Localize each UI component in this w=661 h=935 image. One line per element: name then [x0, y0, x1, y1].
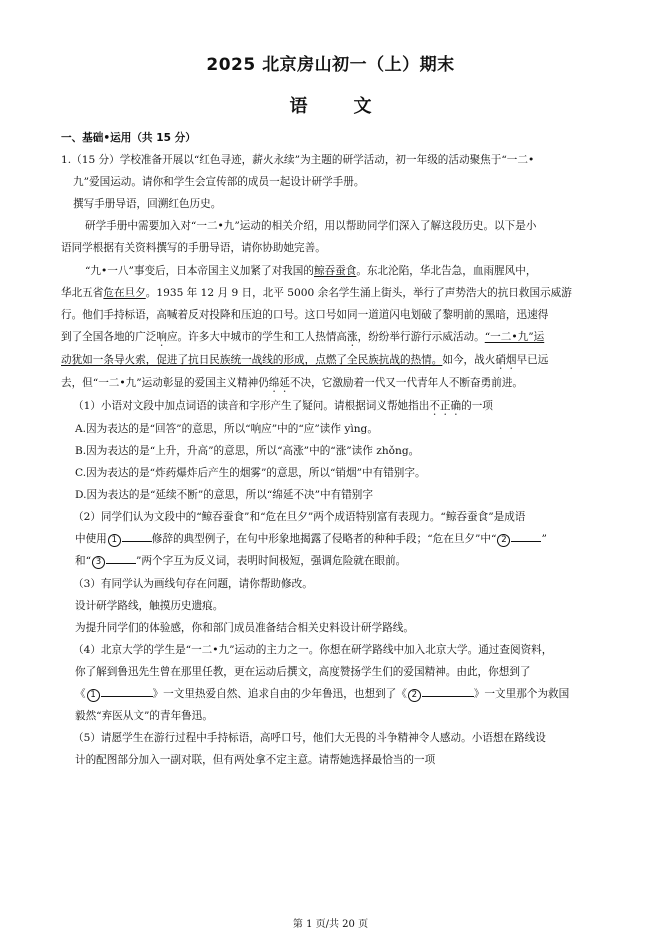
exam-subject: 语文 — [289, 96, 418, 117]
prompt-text: ”两个字互为反义词，表明时间极短，强调危险就在眼前。 — [136, 555, 407, 568]
passage-text: 不决，它激励着一代又一代青年人不断奋勇前进。 — [289, 376, 524, 389]
option-b: B.因为表达的是“上升，升高”的意思，所以“高涨”中的“涨”读作 zhǒng。 — [75, 444, 420, 457]
answer-blank-1[interactable] — [122, 528, 152, 542]
subquestion-4-line-4: 毅然“弃医从文”的青年鲁迅。 — [75, 710, 213, 723]
exam-title: 2025 北京房山初一（上）期末 — [206, 55, 455, 75]
answer-blank-4-2[interactable] — [422, 683, 474, 697]
passage-line-2 — [61, 282, 601, 304]
passage-text: 华北五省 — [61, 286, 104, 299]
underlined-idiom-2: 危在旦夕 — [103, 286, 146, 299]
prompt-text: 》一文里那个为救国 — [473, 687, 570, 700]
exam-content — [61, 127, 601, 771]
prompt-text: 的一项 — [461, 399, 493, 412]
task-1-heading: 撰写手册导语，回溯红色历史。 — [73, 198, 222, 211]
circled-number-2: 2 — [497, 534, 510, 547]
subquestion-2-line-3 — [61, 550, 601, 572]
passage-text: “九•一八”事变后，日本帝国主义加紧了对我国的 — [85, 264, 314, 277]
prompt-text: ” — [541, 533, 547, 546]
prompt-text: 修辞的典型例子，在句中形象地揭露了侵略者的种种手段；“危在旦夕”中“ — [151, 533, 497, 546]
passage-text: 早已远 — [516, 353, 549, 366]
circled-number-1: 1 — [108, 534, 121, 547]
circled-number-3: 3 — [92, 556, 105, 569]
passage-line-4 — [61, 326, 601, 349]
intro-line-1: 研学手册中需要加入对“一二•九”运动的相关介绍，用以帮助同学们深入了解这段历史。以下是小 — [85, 220, 537, 233]
prompt-text: 和“ — [75, 555, 92, 568]
passage-text: ，纷纷举行游行示威活动。 — [357, 330, 485, 343]
circled-number-2: 2 — [408, 689, 421, 702]
subquestion-4-line-3 — [61, 683, 601, 705]
passage-line-1 — [61, 260, 601, 282]
prompt-text: （1）小语对文段中加点词语的读音和字形产生了疑问。请根据词义帮她指出 — [73, 399, 430, 412]
answer-blank-2[interactable] — [511, 528, 541, 542]
prompt-text: 中使用 — [75, 533, 107, 546]
passage-text: 。东北沦陷，华北告急，血雨腥风中， — [356, 264, 537, 277]
option-c: C.因为表达的是“炸药爆炸后产生的烟雾”的意思，所以“销烟”中有错别字。 — [75, 467, 426, 480]
subquestion-2-line-2 — [61, 528, 601, 550]
passage-text: 到了全国各地的广泛 — [61, 330, 157, 343]
dotted-word-mianyan: 绵延 — [268, 376, 290, 389]
page-footer: 第 1 页/共 20 页 — [292, 919, 369, 930]
question-1-stem-line-1: 1.（15 分）学校准备开展以“红色寻迹，薪火永续”为主题的研学活动，初一年级的活动聚焦于“一二• — [61, 154, 535, 167]
answer-blank-4-1[interactable] — [101, 683, 153, 697]
subquestion-3-prompt: （3）有同学认为画线句存在问题，请你帮助修改。 — [73, 577, 313, 590]
subquestion-5-line-1: （5）请愿学生在游行过程中手持标语，高呼口号，他们大无畏的斗争精神令人感动。小语想在路线设 — [73, 732, 546, 745]
underlined-sentence-part-2: 动犹如一条导火索，促进了抗日民族统一战线的形成，点燃了全民族抗战的热情。 — [61, 353, 443, 366]
underlined-idiom-1: 鲸吞蚕食 — [313, 264, 357, 277]
underlined-sentence-part-1: “一二•九”运 — [484, 330, 545, 343]
intro-line-2: 语同学根据有关资料撰写的手册导语，请你协助她完善。 — [61, 242, 326, 255]
passage-line-5 — [61, 349, 601, 372]
passage-text: 去，但“一二•九”运动彰显的爱国主义精神仍 — [61, 376, 269, 389]
dotted-phrase-incorrect: 不正确 — [429, 399, 462, 412]
passage-text: 。1935 年 12 月 9 日，北平 5000 余名学生涌上街头，举行了声势浩大的抗日救国示威游 — [145, 286, 572, 299]
passage-text: 应。许多大中城市的学生和工人热情高 — [166, 330, 348, 343]
circled-number-1: 1 — [87, 689, 100, 702]
subquestion-5-line-2: 计的配图部分加入一副对联，但有两处拿不定主意。请帮她选择最恰当的一项 — [75, 754, 436, 767]
task-2-intro: 为提升同学们的体验感，你和部门成员准备结合相关史料设计研学路线。 — [75, 621, 414, 634]
dotted-char-xiang: 响 — [156, 330, 167, 343]
dotted-char-zhang: 涨 — [347, 330, 358, 343]
dotted-word-xiaoyan: 硝烟 — [495, 353, 517, 366]
option-a: A.因为表达的是“回答”的意思，所以“响应”中的“应”读作 yìng。 — [75, 422, 378, 435]
passage-line-3: 行。他们手持标语，高喊着反对投降和压迫的口号。这口号如同一道道闪电划破了黎明前的黑暗，迅速得 — [61, 308, 549, 321]
question-1-stem-line-2: 九”爱国运动。请你和学生会宣传部的成员一起设计研学手册。 — [73, 176, 365, 189]
task-2-heading: 设计研学路线，触摸历史遗痕。 — [75, 599, 224, 612]
passage-line-6 — [61, 372, 601, 395]
subquestion-4-line-1: （4）北京大学的学生是“一二•九”运动的主力之一。你想在研学路线中加入北京大学。通过查阅资料， — [73, 643, 553, 656]
subquestion-1-prompt — [61, 395, 601, 418]
section-heading: 一、基础•运用（共 15 分） — [61, 132, 196, 144]
passage-text: 如今，战火 — [442, 353, 496, 366]
option-d: D.因为表达的是“延续不断”的意思，所以“绵延不决”中有错别字 — [75, 489, 373, 502]
subquestion-2-line-1: （2）同学们认为文段中的“鲸吞蚕食”和“危在旦夕”两个成语特别富有表现力。“鲸吞蚕食”是成语 — [73, 511, 526, 524]
answer-blank-3[interactable] — [106, 550, 136, 564]
prompt-text: 》一文里热爱自然、追求自由的少年鲁迅，也想到了《 — [152, 687, 407, 700]
prompt-text: 《 — [75, 687, 86, 700]
subquestion-4-line-2: 你了解到鲁迅先生曾在那里任教，更在运动后撰文，高度赞扬学生们的爱国精神。由此，你想到了 — [75, 665, 531, 678]
